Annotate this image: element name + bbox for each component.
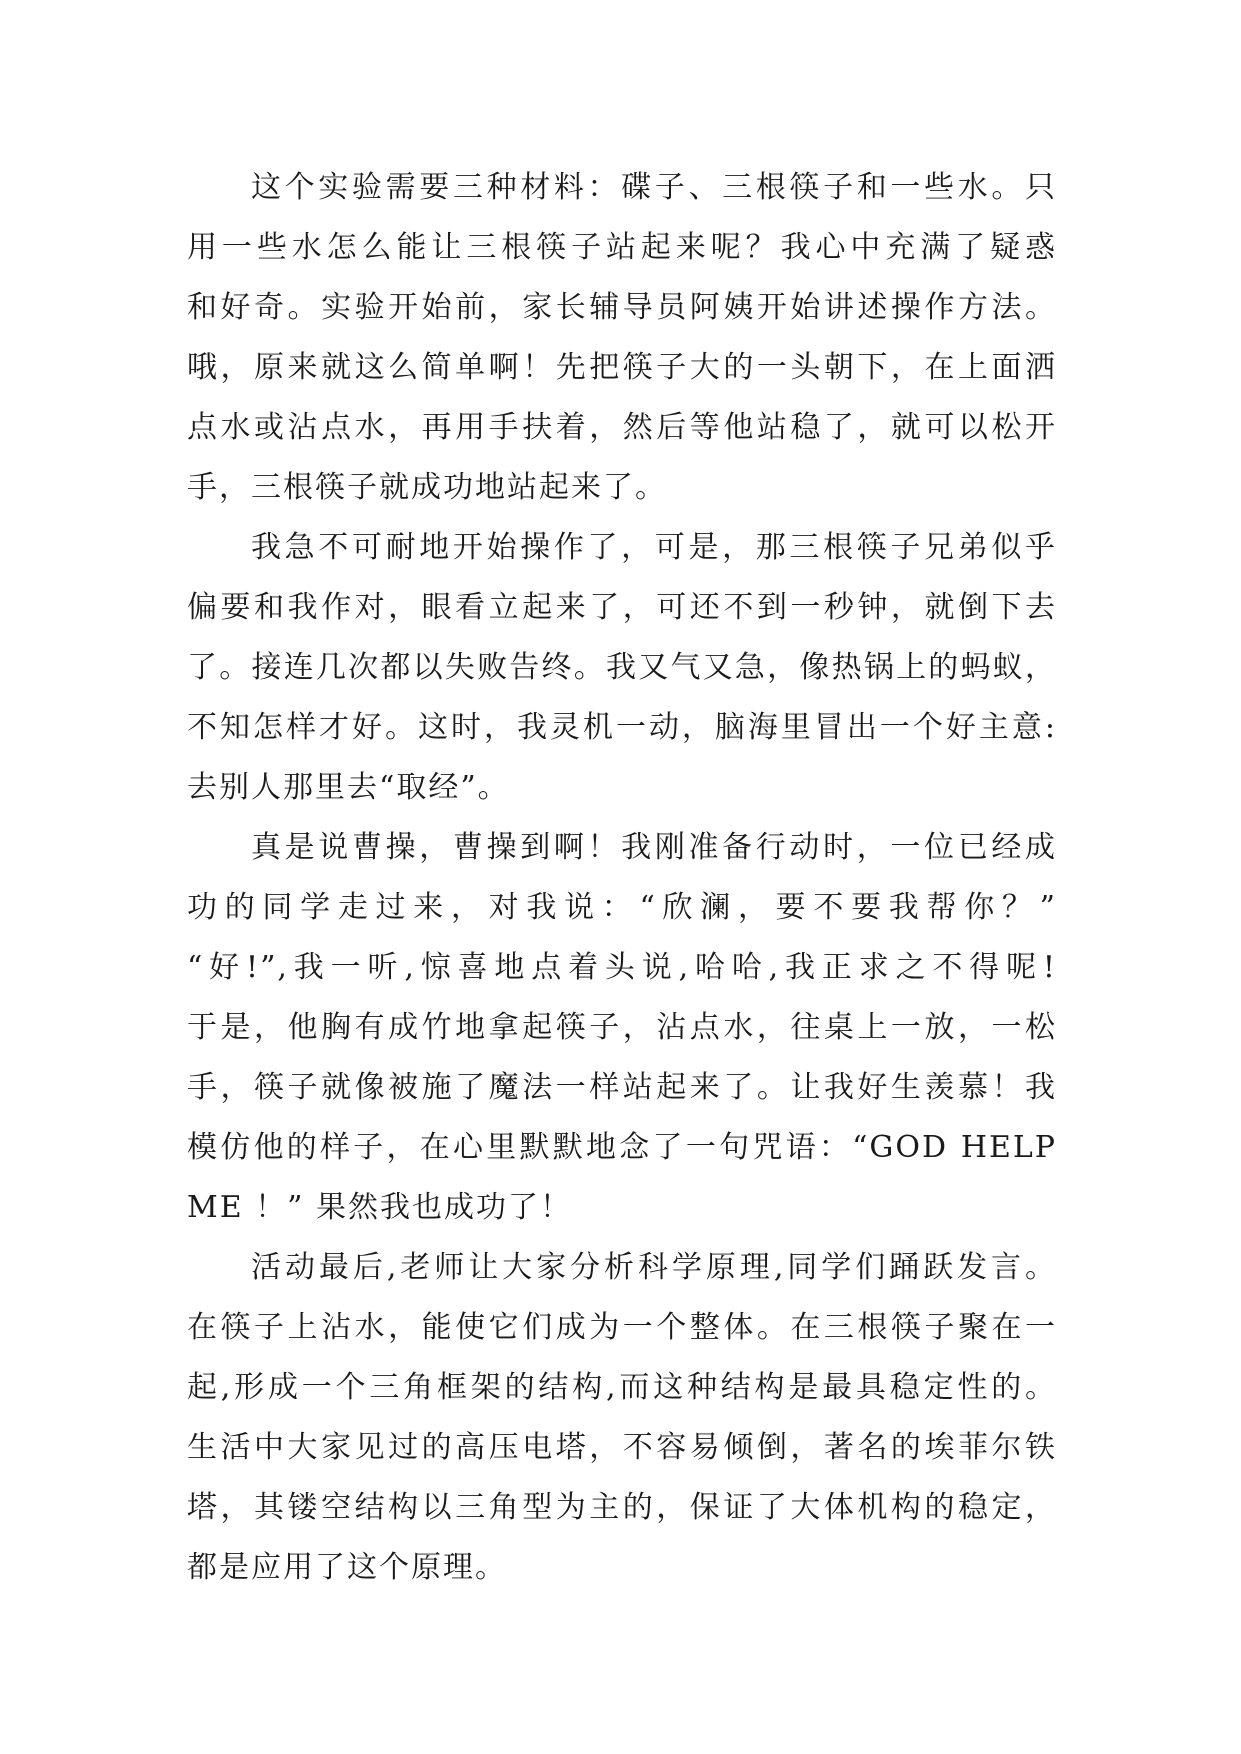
text-line: 了。接连几次都以失败告终。我又气又急，像热锅上的蚂蚁， [187, 650, 1057, 685]
text-line: 起,形成一个三角框架的结构,而这种结构是最具稳定性的。 [187, 1370, 1057, 1405]
text-line: 模仿他的样子，在心里默默地念了一句咒语：“GOD HELP [187, 1130, 1057, 1165]
paragraph-4 [187, 1238, 1057, 1598]
text-line: 和好奇。实验开始前，家长辅导员阿姨开始讲述操作方法。 [187, 290, 1057, 325]
paragraph-2 [187, 518, 1057, 818]
text-line: 去别人那里去“取经”。 [187, 770, 510, 805]
text-line: 哦，原来就这么简单啊！先把筷子大的一头朝下，在上面洒 [187, 350, 1057, 385]
text-line: 真是说曹操，曹操到啊！我刚准备行动时，一位已经成 [251, 830, 1057, 865]
text-line: 不知怎样才好。这时，我灵机一动，脑海里冒出一个好主意: [187, 710, 1057, 745]
document-body [187, 158, 1057, 1598]
text-line: 于是，他胸有成竹地拿起筷子，沾点水，往桌上一放，一松 [187, 1010, 1057, 1045]
text-line: “好!”,我一听,惊喜地点着头说,哈哈,我正求之不得呢! [187, 950, 1057, 985]
paragraph-1 [187, 158, 1057, 518]
text-line: 手，筷子就像被施了魔法一样站起来了。让我好生羡慕！我 [187, 1070, 1057, 1105]
text-line: 活动最后,老师让大家分析科学原理,同学们踊跃发言。 [251, 1250, 1057, 1285]
text-line: 生活中大家见过的高压电塔，不容易倾倒，著名的埃菲尔铁 [187, 1430, 1057, 1465]
paragraph-3 [187, 818, 1057, 1238]
text-line: 我急不可耐地开始操作了，可是，那三根筷子兄弟似乎 [251, 530, 1057, 565]
text-line: 塔，其镂空结构以三角型为主的，保证了大体机构的稳定， [187, 1490, 1057, 1525]
text-line: 手，三根筷子就成功地站起来了。 [187, 470, 667, 505]
text-line: 用一些水怎么能让三根筷子站起来呢？我心中充满了疑惑 [187, 230, 1057, 265]
text-line: 在筷子上沾水，能使它们成为一个整体。在三根筷子聚在一 [187, 1310, 1057, 1345]
text-line: 功的同学走过来，对我说：“欣澜，要不要我帮你？” [187, 890, 1057, 925]
text-line: ME ！” 果然我也成功了！ [187, 1190, 573, 1225]
text-line: 偏要和我作对，眼看立起来了，可还不到一秒钟，就倒下去 [187, 590, 1057, 625]
text-line: 这个实验需要三种材料：碟子、三根筷子和一些水。只 [251, 170, 1057, 205]
text-line: 都是应用了这个原理。 [187, 1550, 507, 1585]
text-line: 点水或沾点水，再用手扶着，然后等他站稳了，就可以松开 [187, 410, 1057, 445]
